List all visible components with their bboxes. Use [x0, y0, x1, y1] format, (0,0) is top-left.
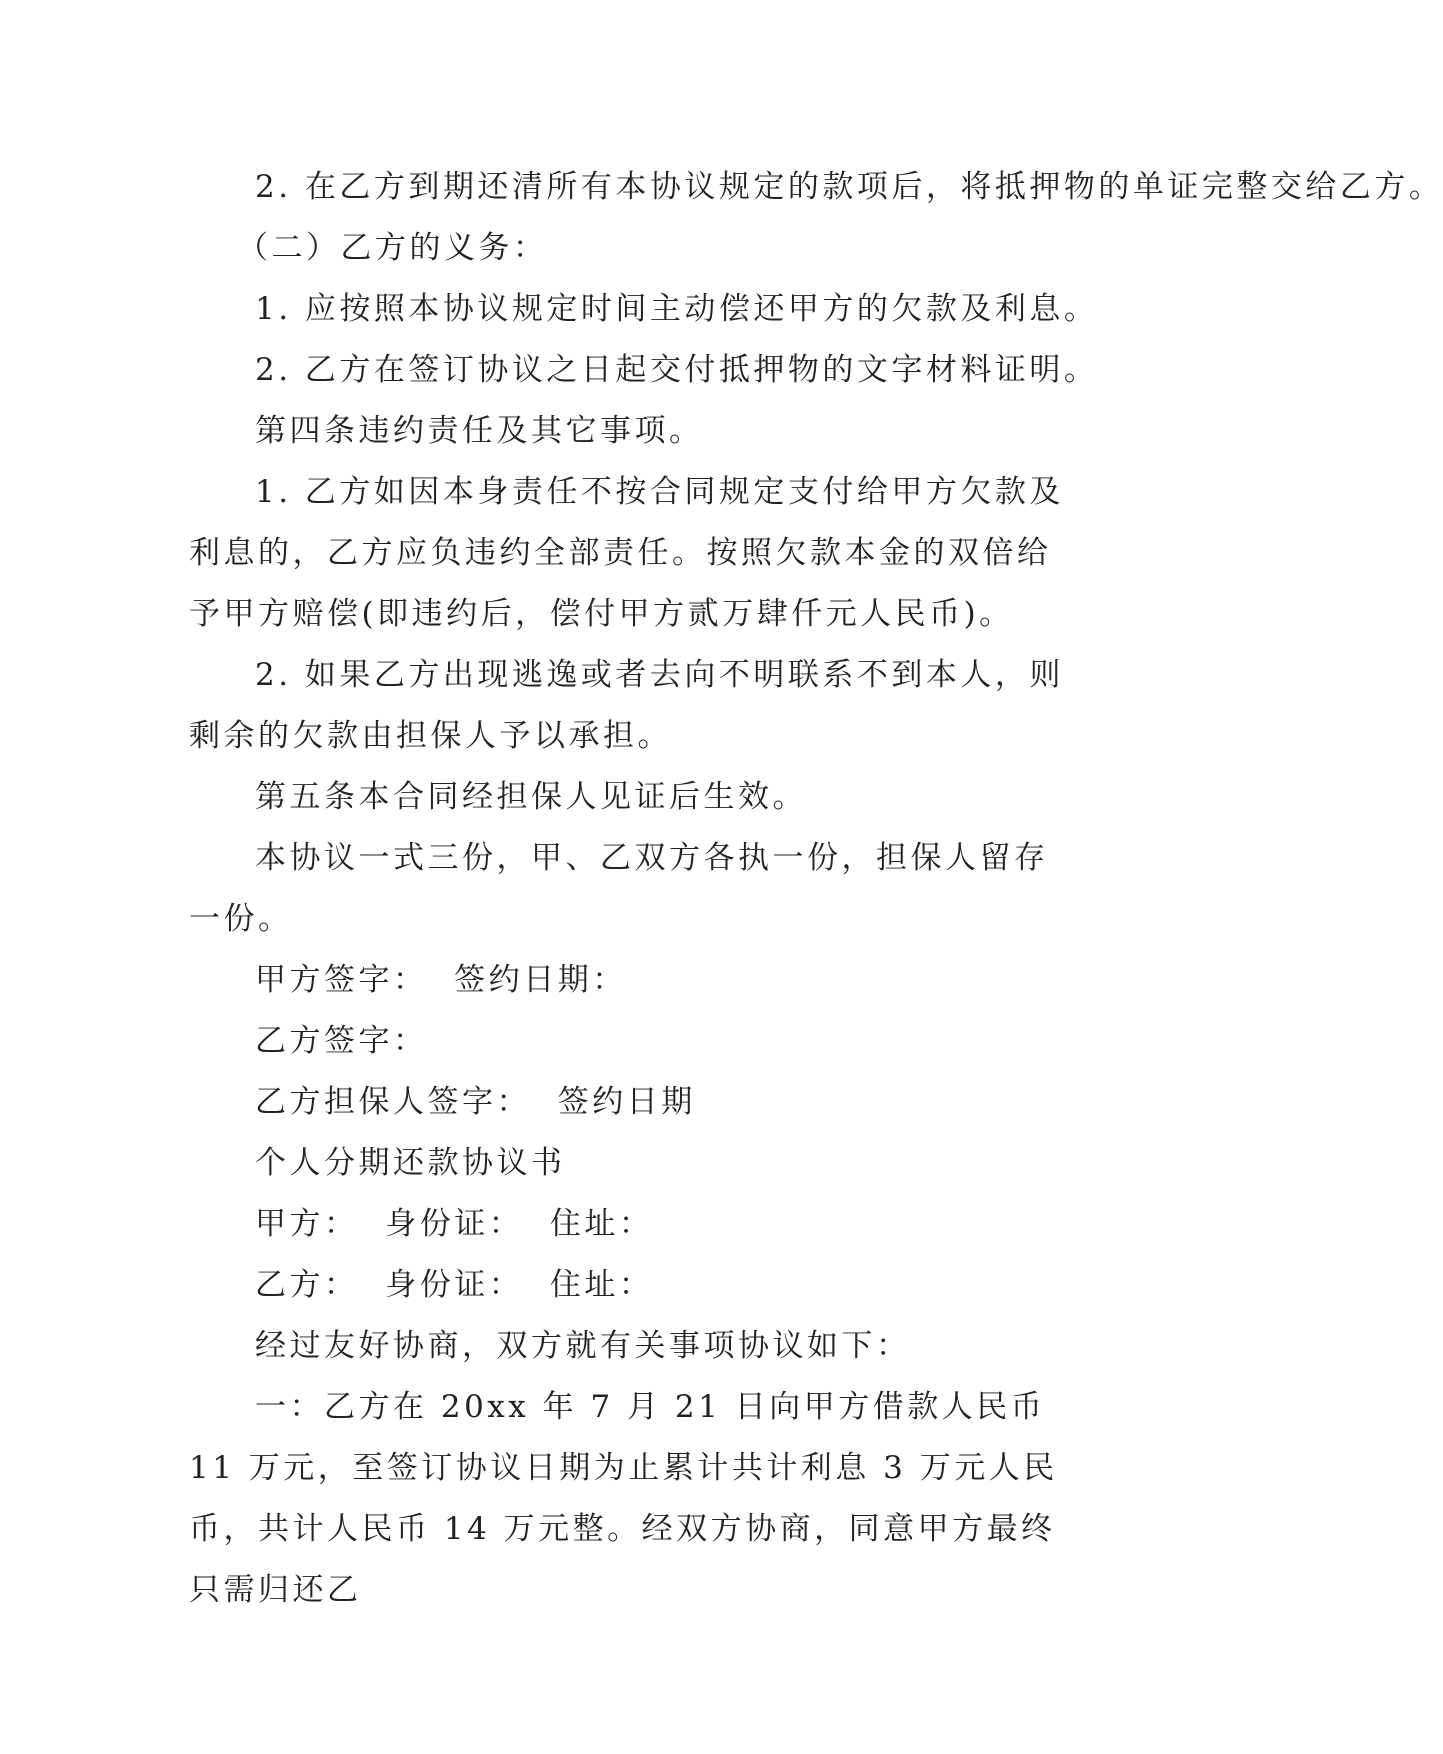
heading-article-4: 第四条违约责任及其它事项。	[255, 413, 704, 449]
paragraph-loan-details: 一：乙方在 20xx 年 7 月 21 日向甲方借款人民币 11 万元，至签订协议日期为止累计共计利息 3 万元人民币，共计人民币 14 万元整。经双方协商，同意甲方最终只需归还乙	[189, 1389, 1058, 1608]
document-body	[189, 157, 1443, 1621]
party-b-info-line: 乙方： 身份证： 住址：	[255, 1267, 654, 1303]
paragraph-breach-liability: 1. 乙方如因本身责任不按合同规定支付给甲方欠款及利息的，乙方应负违约全部责任。按照欠款本金的双倍给予甲方赔偿(即违约后，偿付甲方贰万肆仟元人民币)。	[189, 474, 1064, 632]
paragraph-guarantor-liability: 2. 如果乙方出现逃逸或者去向不明联系不到本人，则剩余的欠款由担保人予以承担。	[189, 657, 1064, 754]
paragraph-repay-on-time: 1. 应按照本协议规定时间主动偿还甲方的欠款及利息。	[255, 291, 1099, 327]
paragraph-deliver-documents: 2. 乙方在签订协议之日起交付抵押物的文字材料证明。	[255, 352, 1099, 388]
signature-line-guarantor: 乙方担保人签字： 签约日期	[255, 1084, 696, 1120]
party-a-info-line: 甲方： 身份证： 住址：	[255, 1206, 654, 1242]
agreement-title: 个人分期还款协议书	[255, 1145, 566, 1181]
heading-article-5: 第五条本合同经担保人见证后生效。	[255, 779, 807, 815]
paragraph-copies: 本协议一式三份，甲、乙双方各执一份，担保人留存一份。	[189, 840, 1049, 937]
paragraph-return-collateral: 2. 在乙方到期还清所有本协议规定的款项后，将抵押物的单证完整交给乙方。	[255, 169, 1443, 205]
signature-line-party-a: 甲方签字： 签约日期：	[255, 962, 627, 998]
signature-line-party-b: 乙方签字：	[255, 1023, 428, 1059]
paragraph-negotiation: 经过友好协商，双方就有关事项协议如下：	[255, 1328, 911, 1364]
heading-party-b-obligations: （二）乙方的义务：	[237, 230, 548, 266]
